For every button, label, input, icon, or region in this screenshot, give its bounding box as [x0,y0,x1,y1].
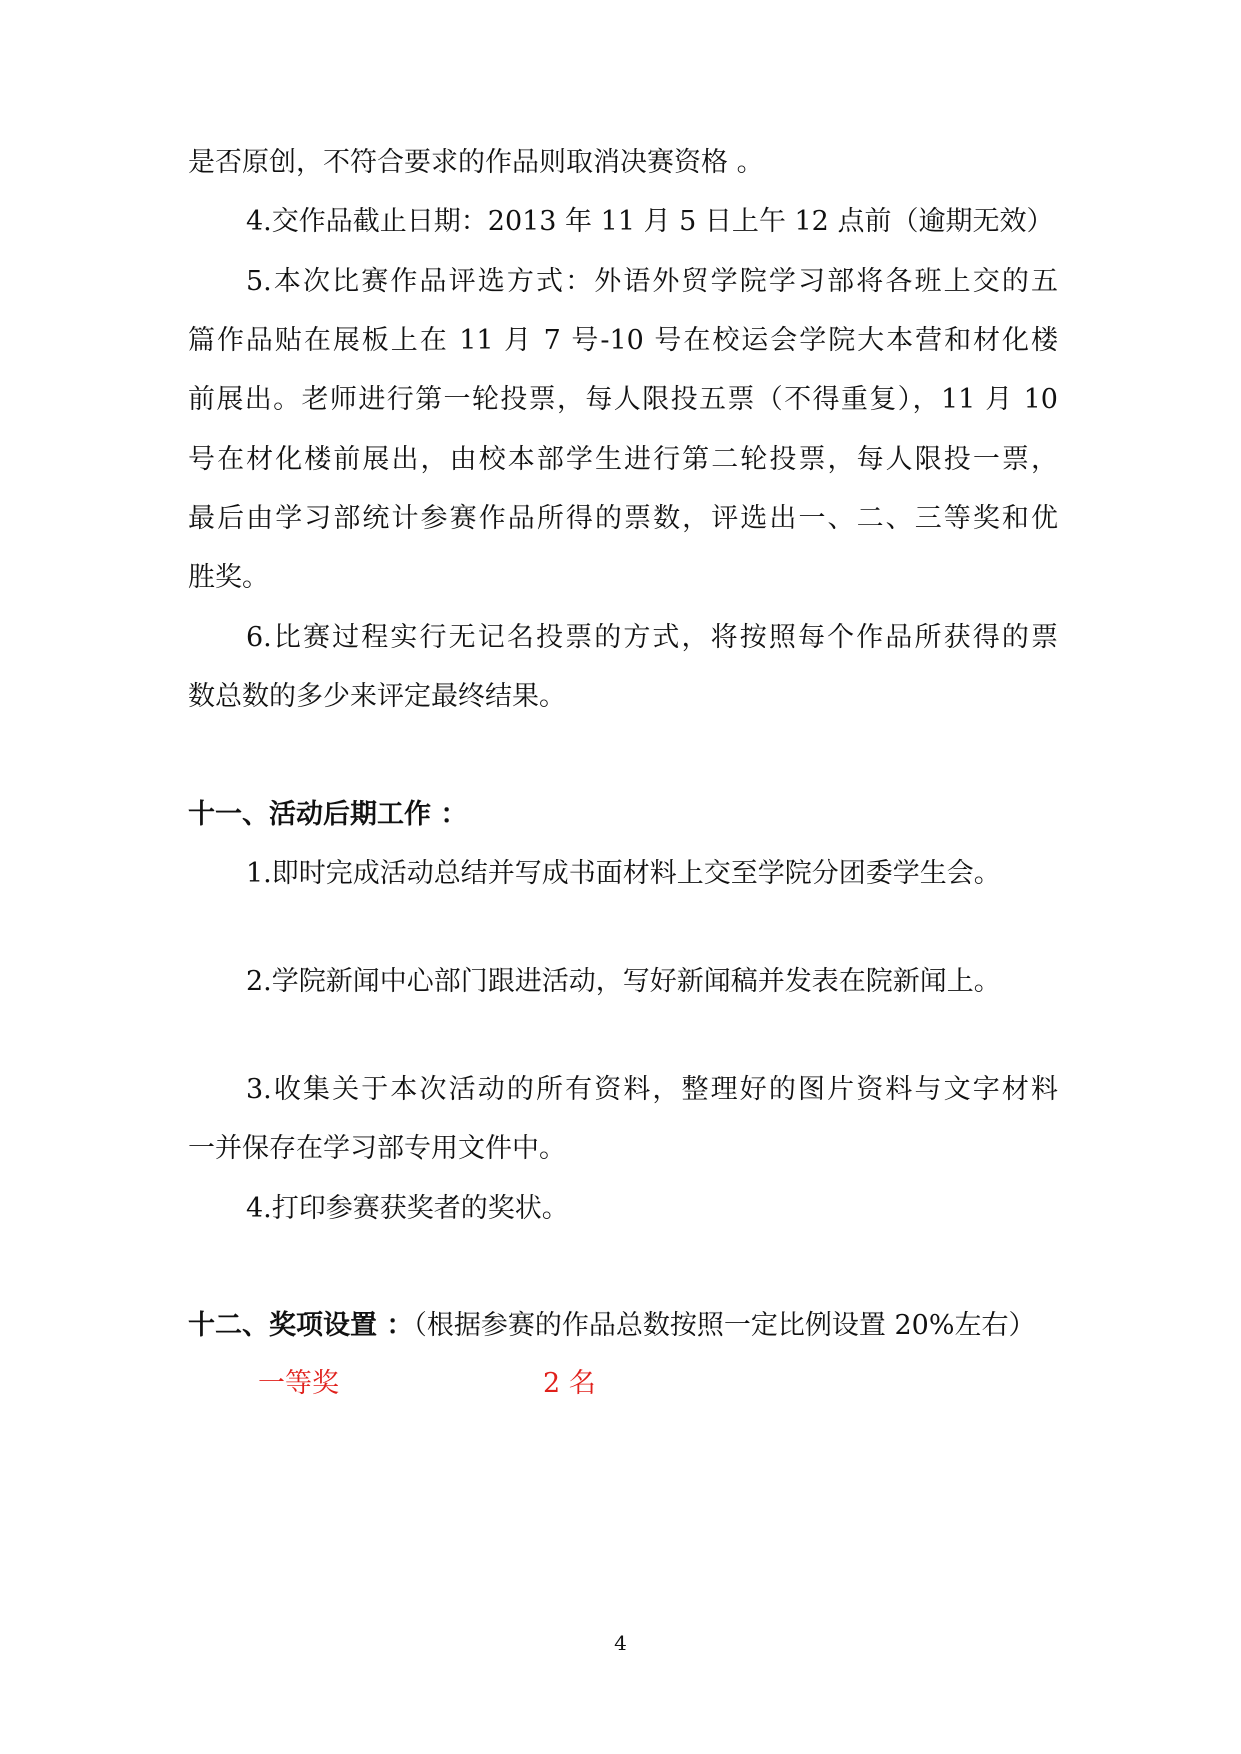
section-11-heading: 十一、活动后期工作 ： [188,799,468,830]
section-11-item: 1.即时完成活动总结并写成书面材料上交至学院分团委学生会。 [246,858,1001,889]
award-count: 2 名 [543,1368,596,1399]
page-number: 4 [614,1631,627,1655]
paragraph-line: 胜奖。 [188,562,269,593]
paragraph-line: 号在材化楼前展出，由校本部学生进行第二轮投票，每人限投一票， [188,444,1058,475]
award-name: 一等奖 [258,1368,339,1399]
section-11-item: 一并保存在学习部专用文件中。 [188,1133,566,1164]
paragraph-line: 5.本次比赛作品评选方式：外语外贸学院学习部将各班上交的五 [246,266,1058,297]
paragraph-line: 最后由学习部统计参赛作品所得的票数，评选出一、二、三等奖和优 [188,503,1058,534]
section-11-item: 2.学院新闻中心部门跟进活动，写好新闻稿并发表在院新闻上。 [246,966,1001,997]
section-12-note: （根据参赛的作品总数按照一定比例设置 20%左右） [413,1310,1036,1341]
paragraph-line: 前展出。老师进行第一轮投票，每人限投五票（不得重复），11 月 10 [188,384,1058,415]
paragraph-line: 是否原创，不符合要求的作品则取消决赛资格 。 [188,147,764,178]
paragraph-line: 6.比赛过程实行无记名投票的方式，将按照每个作品所获得的票 [246,622,1058,653]
section-11-item: 3.收集关于本次活动的所有资料，整理好的图片资料与文字材料 [246,1074,1058,1105]
paragraph-line: 4.交作品截止日期：2013 年 11 月 5 日上午 12 点前（逾期无效） [246,206,1054,237]
paragraph-line: 篇作品贴在展板上在 11 月 7 号-10 号在校运会学院大本营和材化楼 [188,325,1058,356]
section-12-heading [188,1306,1058,1346]
section-12-title: 十二、奖项设置 ： [188,1310,414,1341]
section-11-item: 4.打印参赛获奖者的奖状。 [246,1193,569,1224]
paragraph-line: 数总数的多少来评定最终结果。 [188,681,566,712]
